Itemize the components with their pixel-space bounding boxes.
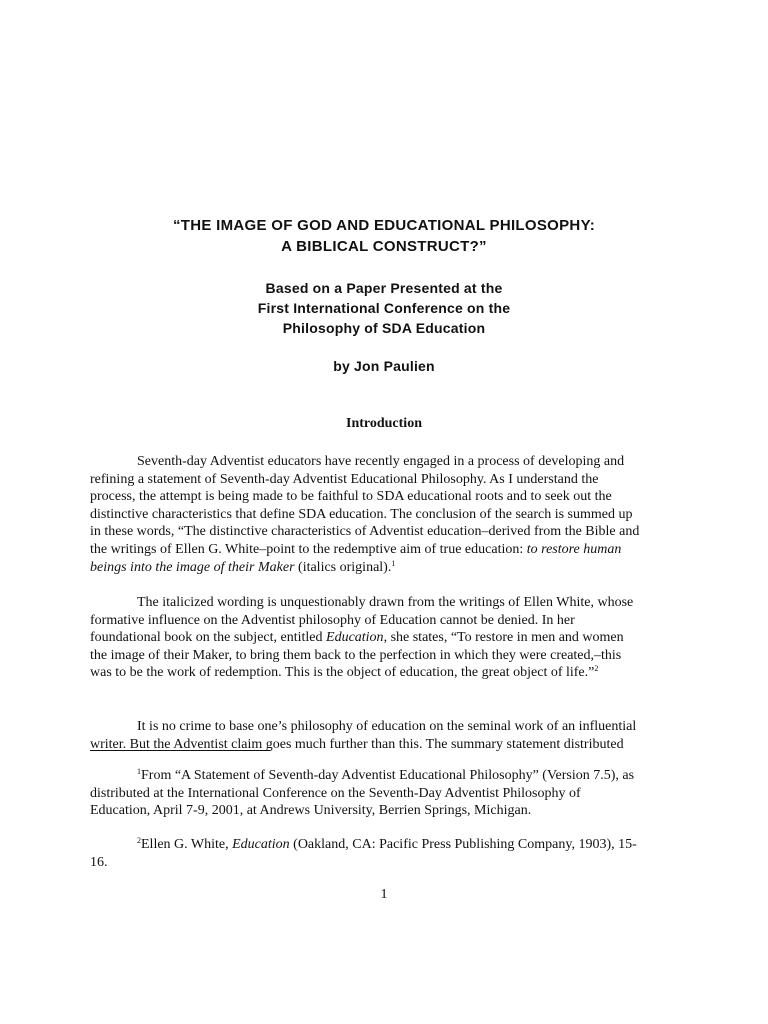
italic-text: to restore human — [526, 541, 622, 557]
author-byline: by Jon Paulien — [333, 358, 435, 374]
footnote-ref[interactable]: 2 — [594, 664, 599, 674]
document-subtitle — [90, 278, 678, 338]
text-line — [90, 767, 678, 785]
paragraph — [90, 594, 678, 682]
footnote-ref[interactable]: 1 — [391, 558, 396, 568]
text-line — [90, 541, 678, 559]
page-number: 1 — [380, 887, 388, 902]
text-line — [90, 559, 678, 577]
section-heading: Introduction — [346, 416, 422, 431]
text-line — [90, 836, 678, 854]
text-line: process, the attempt is being made to be faithful to SDA educational roots and to seek out the — [90, 489, 612, 505]
text-run: foundational book on the subject, entitled — [90, 630, 327, 646]
text-run: was to be the work of redemption. This is the object of education, the great object of life.” — [90, 665, 595, 681]
footnote — [90, 767, 678, 820]
italic-text: beings into the image of their Maker — [90, 559, 295, 575]
text-line: The italicized wording is unquestionably drawn from the writings of Ellen White, whose — [137, 595, 634, 610]
text-line: 16. — [90, 854, 108, 870]
text-run: (Oakland, CA: Pacific Press Publishing Company, 1903), 15- — [289, 837, 637, 852]
document-title — [90, 215, 678, 257]
text-line: Seventh-day Adventist educators have recently engaged in a process of developing and — [137, 454, 625, 469]
text-run: the writings of Ellen G. White–point to the redemptive aim of true education: — [90, 541, 527, 557]
text-line — [90, 664, 678, 682]
italic-text: Education — [232, 837, 290, 852]
text-run: , she states, “To restore in men and women — [383, 630, 624, 646]
italic-text: Education — [326, 630, 384, 646]
text-line: It is no crime to base one’s philosophy of education on the seminal work of an influential — [137, 719, 637, 734]
subtitle-line-1: Based on a Paper Presented at the — [265, 280, 503, 296]
text-line: formative influence on the Adventist philosophy of Education cannot be denied. In her — [90, 612, 575, 628]
paragraph — [90, 453, 678, 576]
footnote-marker: 1 — [137, 767, 141, 776]
text-run: Ellen G. White, — [141, 837, 233, 852]
footnote-marker: 2 — [137, 836, 141, 845]
text-line — [90, 629, 678, 647]
text-line: distinctive characteristics that define SDA education. The conclusion of the search is summed up — [90, 506, 633, 522]
text-line: the image of their Maker, to bring them back to the perfection in which they were created,–this — [90, 647, 622, 663]
text-line: Education, April 7-9, 2001, at Andrews University, Berrien Springs, Michigan. — [90, 803, 532, 819]
subtitle-line-3: Philosophy of SDA Education — [282, 320, 486, 336]
title-line-1: “THE IMAGE OF GOD AND EDUCATIONAL PHILOSOPHY: — [172, 217, 596, 234]
text-line: refining a statement of Seventh-day Adventist Educational Philosophy. As I understand the — [90, 471, 599, 487]
text-line: in these words, “The distinctive characteristics of Adventist education–derived from the Bible and — [90, 524, 640, 540]
subtitle-line-2: First International Conference on the — [257, 300, 511, 316]
footnote — [90, 836, 678, 871]
footnote-divider — [90, 750, 270, 751]
text-run: From “A Statement of Seventh-day Adventist Educational Philosophy” (Version 7.5), as — [141, 768, 635, 783]
text-line: writer. But the Adventist claim goes much further than this. The summary statement distributed — [90, 736, 624, 752]
text-run: (italics original). — [294, 559, 392, 575]
text-line: distributed at the International Conference on the Seventh-Day Adventist Philosophy of — [90, 785, 581, 801]
title-line-2: A BIBLICAL CONSTRUCT?” — [281, 238, 487, 255]
paragraph — [90, 718, 678, 753]
